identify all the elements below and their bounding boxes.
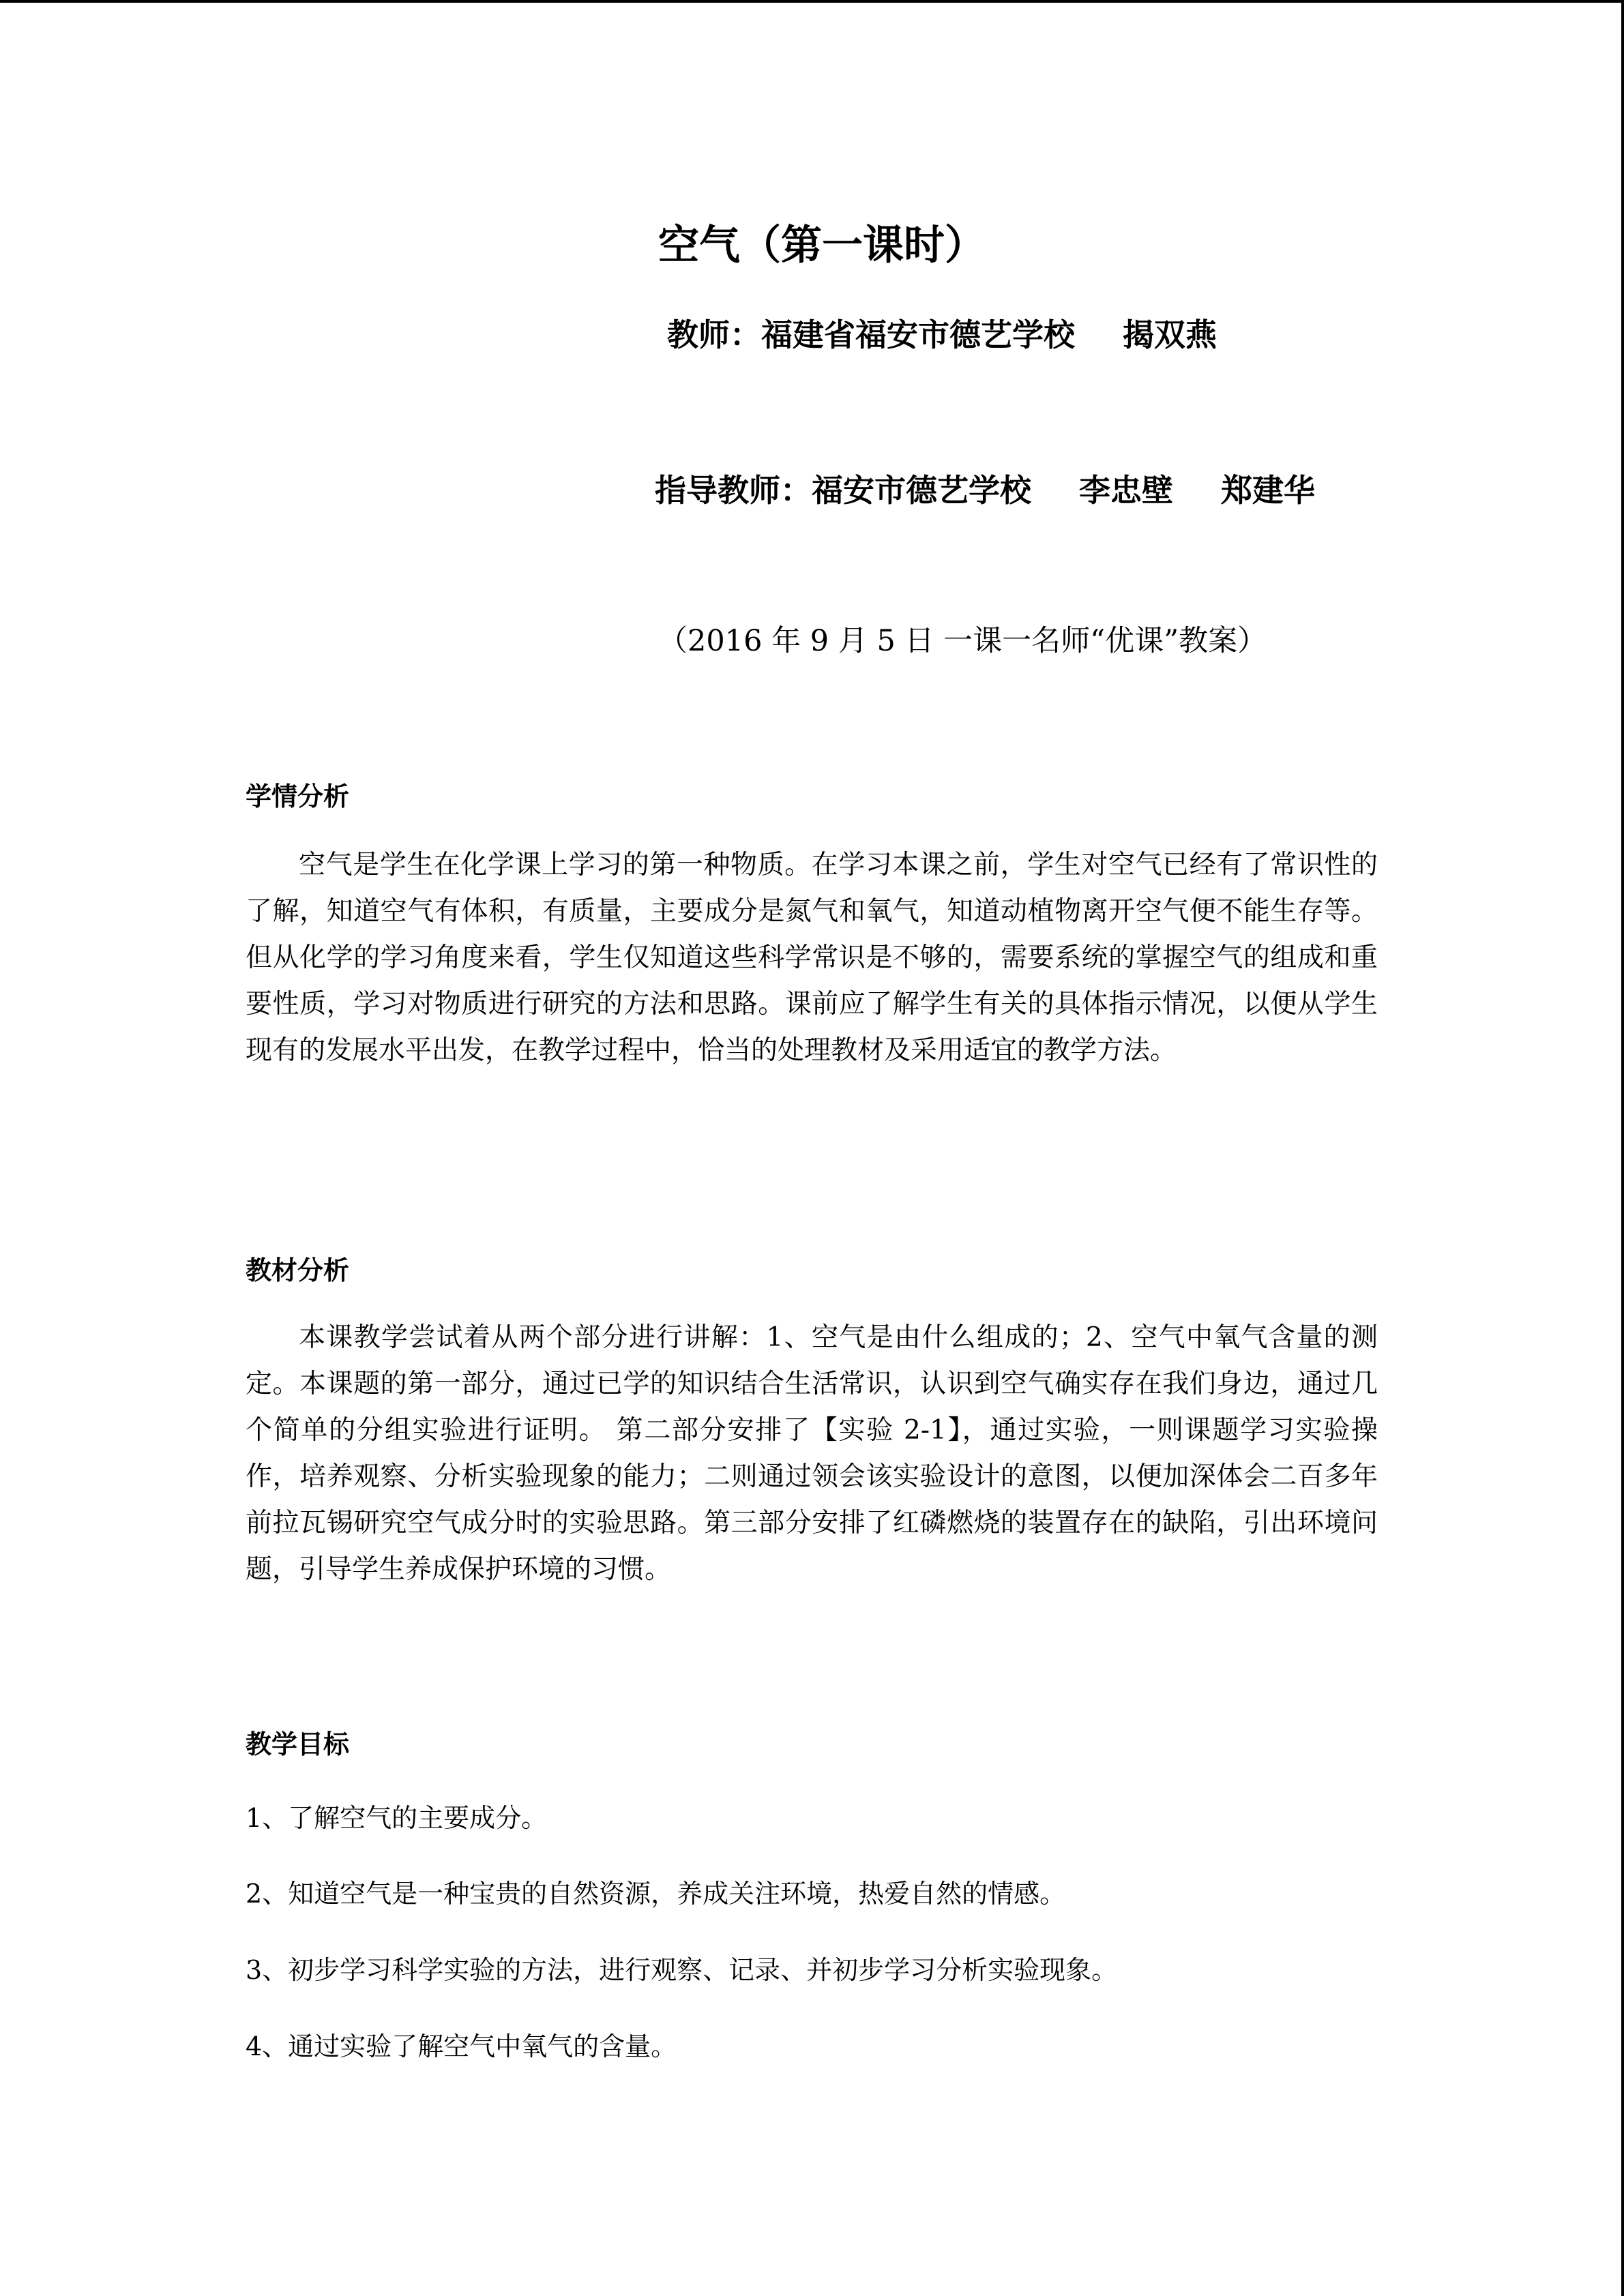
advisor-name-2: 郑建华 [1221, 472, 1315, 509]
teacher-name: 揭双燕 [1123, 316, 1217, 353]
section-heading-teaching-objectives: 教学目标 [246, 1729, 350, 1759]
section-body-learner-analysis: 空气是学生在化学课上学习的第一种物质。在学习本课之前，学生对空气已经有了常识性的了解，知道空气有体积，有质量，主要成分是氮气和氧气，知道动植物离开空气便不能生存等。但从化学的学习角度来看，学生仅知道这些科学常识是不够的，需要系统的掌握空气的组成和重要性质，学习对物质进行研究的方法和思路。课前应了解学生有关的具体指示情况，以便从学生现有的发展水平出发，在教学过程中，恰当的处理教材及采用适宜的教学方法。 [246, 850, 1378, 1066]
advisor-label: 指导教师：福安市德艺学校 [655, 472, 1031, 509]
teacher-label: 教师：福建省福安市德艺学校 [667, 316, 1075, 353]
teacher-line [667, 310, 1217, 355]
objective-item-2: 2、知道空气是一种宝贵的自然资源，养成关注环境，热爱自然的情感。 [246, 1879, 1066, 1909]
objective-item-3: 3、初步学习科学实验的方法，进行观察、记录、并初步学习分析实验现象。 [246, 1955, 1118, 1985]
objective-item-1: 1、了解空气的主要成分。 [246, 1803, 548, 1833]
advisor-name-1: 李忠壁 [1079, 472, 1173, 509]
section-heading-learner-analysis: 学情分析 [246, 781, 350, 811]
date-line: （2016 年 9 月 5 日 一课一名师“优课”教案） [658, 624, 1267, 658]
section-body-textbook-analysis: 本课教学尝试着从两个部分进行讲解：1、空气是由什么组成的；2、空气中氧气含量的测定。本课题的第一部分，通过已学的知识结合生活常识，认识到空气确实存在我们身边，通过几个简单的分组实验进行证明。 第二部分安排了【实验 2-1】，通过实验，一则课题学习实验操作，培养观察、分析实验现象的能力；二则通过领会该实验设计的意图，以便加深体会二百多年前拉瓦锡研究空气成分时的实验思路。第三部分安排了红磷燃烧的装置存在的缺陷，引出环境问题，引导学生养成保护环境的习惯。 [246, 1322, 1378, 1585]
document-title: 空气（第一课时） [658, 222, 986, 269]
section-heading-textbook-analysis: 教材分析 [246, 1255, 350, 1285]
objective-item-4: 4、通过实验了解空气中氧气的含量。 [246, 2031, 677, 2061]
advisor-line [655, 466, 1315, 511]
